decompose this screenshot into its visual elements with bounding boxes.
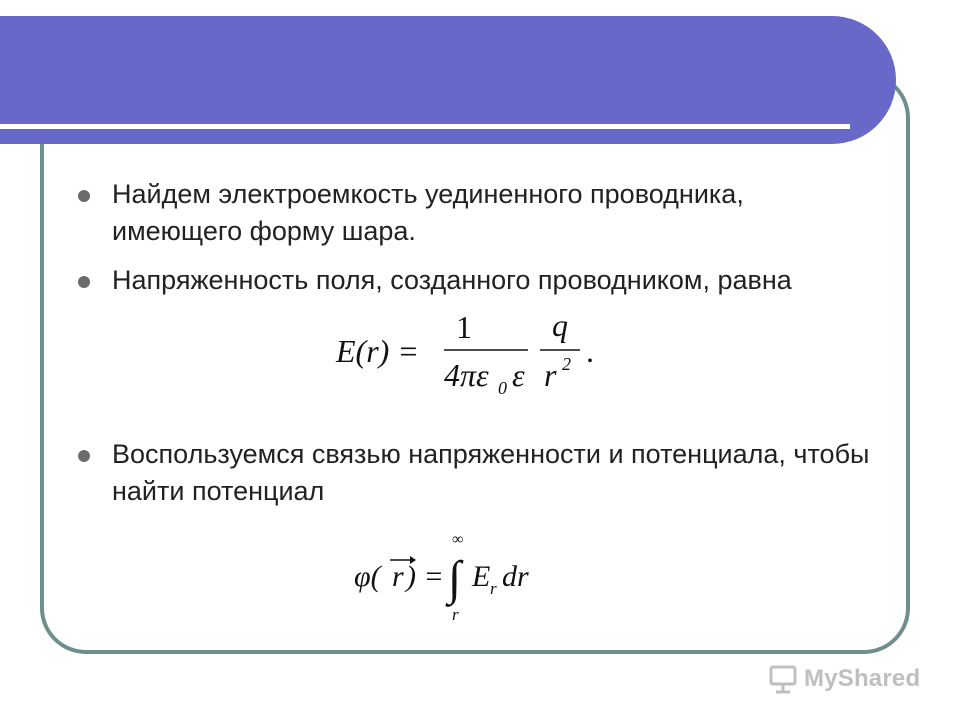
formula-phi: φ( (354, 560, 381, 593)
banner-divider (0, 124, 850, 129)
presentation-icon (768, 664, 798, 694)
potential-formula (352, 530, 552, 630)
bullet-item-1 (80, 176, 880, 250)
bullet-text: Найдем электроемкость уединенного проводника, имеющего форму шара. (112, 179, 744, 246)
formula-differential: dr (502, 560, 529, 593)
bullet-item-2 (80, 262, 880, 299)
integral-sign: ∫ (448, 552, 462, 605)
formula-denominator-2: r (544, 357, 557, 393)
bullet-item-3 (80, 436, 880, 510)
formula-integrand-subscript: r (490, 579, 497, 598)
formula-numerator-1: 1 (456, 309, 472, 345)
formula-period: . (586, 333, 594, 369)
integral-upper-limit: ∞ (452, 531, 464, 548)
bullet-text: Воспользуемся связью напряженности и потенциала, чтобы найти потенциал (112, 439, 870, 506)
watermark-text: MyShared (804, 665, 921, 692)
formula-superscript: 2 (562, 354, 571, 374)
bullet-dot (78, 190, 90, 202)
bullet-dot (78, 450, 90, 462)
formula-integrand: E (472, 560, 491, 593)
formula-r-vector: r (392, 560, 404, 593)
bullet-dot (78, 276, 90, 288)
bullet-text: Напряженность поля, созданного проводником, равна (112, 265, 792, 295)
integral-lower-limit: r (452, 605, 459, 624)
formula-denominator-1: 4πε (444, 357, 489, 393)
formula-subscript: 0 (498, 378, 507, 398)
formula-close: ) = (406, 560, 444, 593)
formula-denominator-1-tail: ε (512, 357, 525, 393)
field-strength-formula (332, 302, 602, 402)
myshared-watermark[interactable] (768, 662, 920, 696)
formula-lhs: E(r) = (336, 333, 419, 369)
formula-numerator-2: q (552, 307, 568, 343)
